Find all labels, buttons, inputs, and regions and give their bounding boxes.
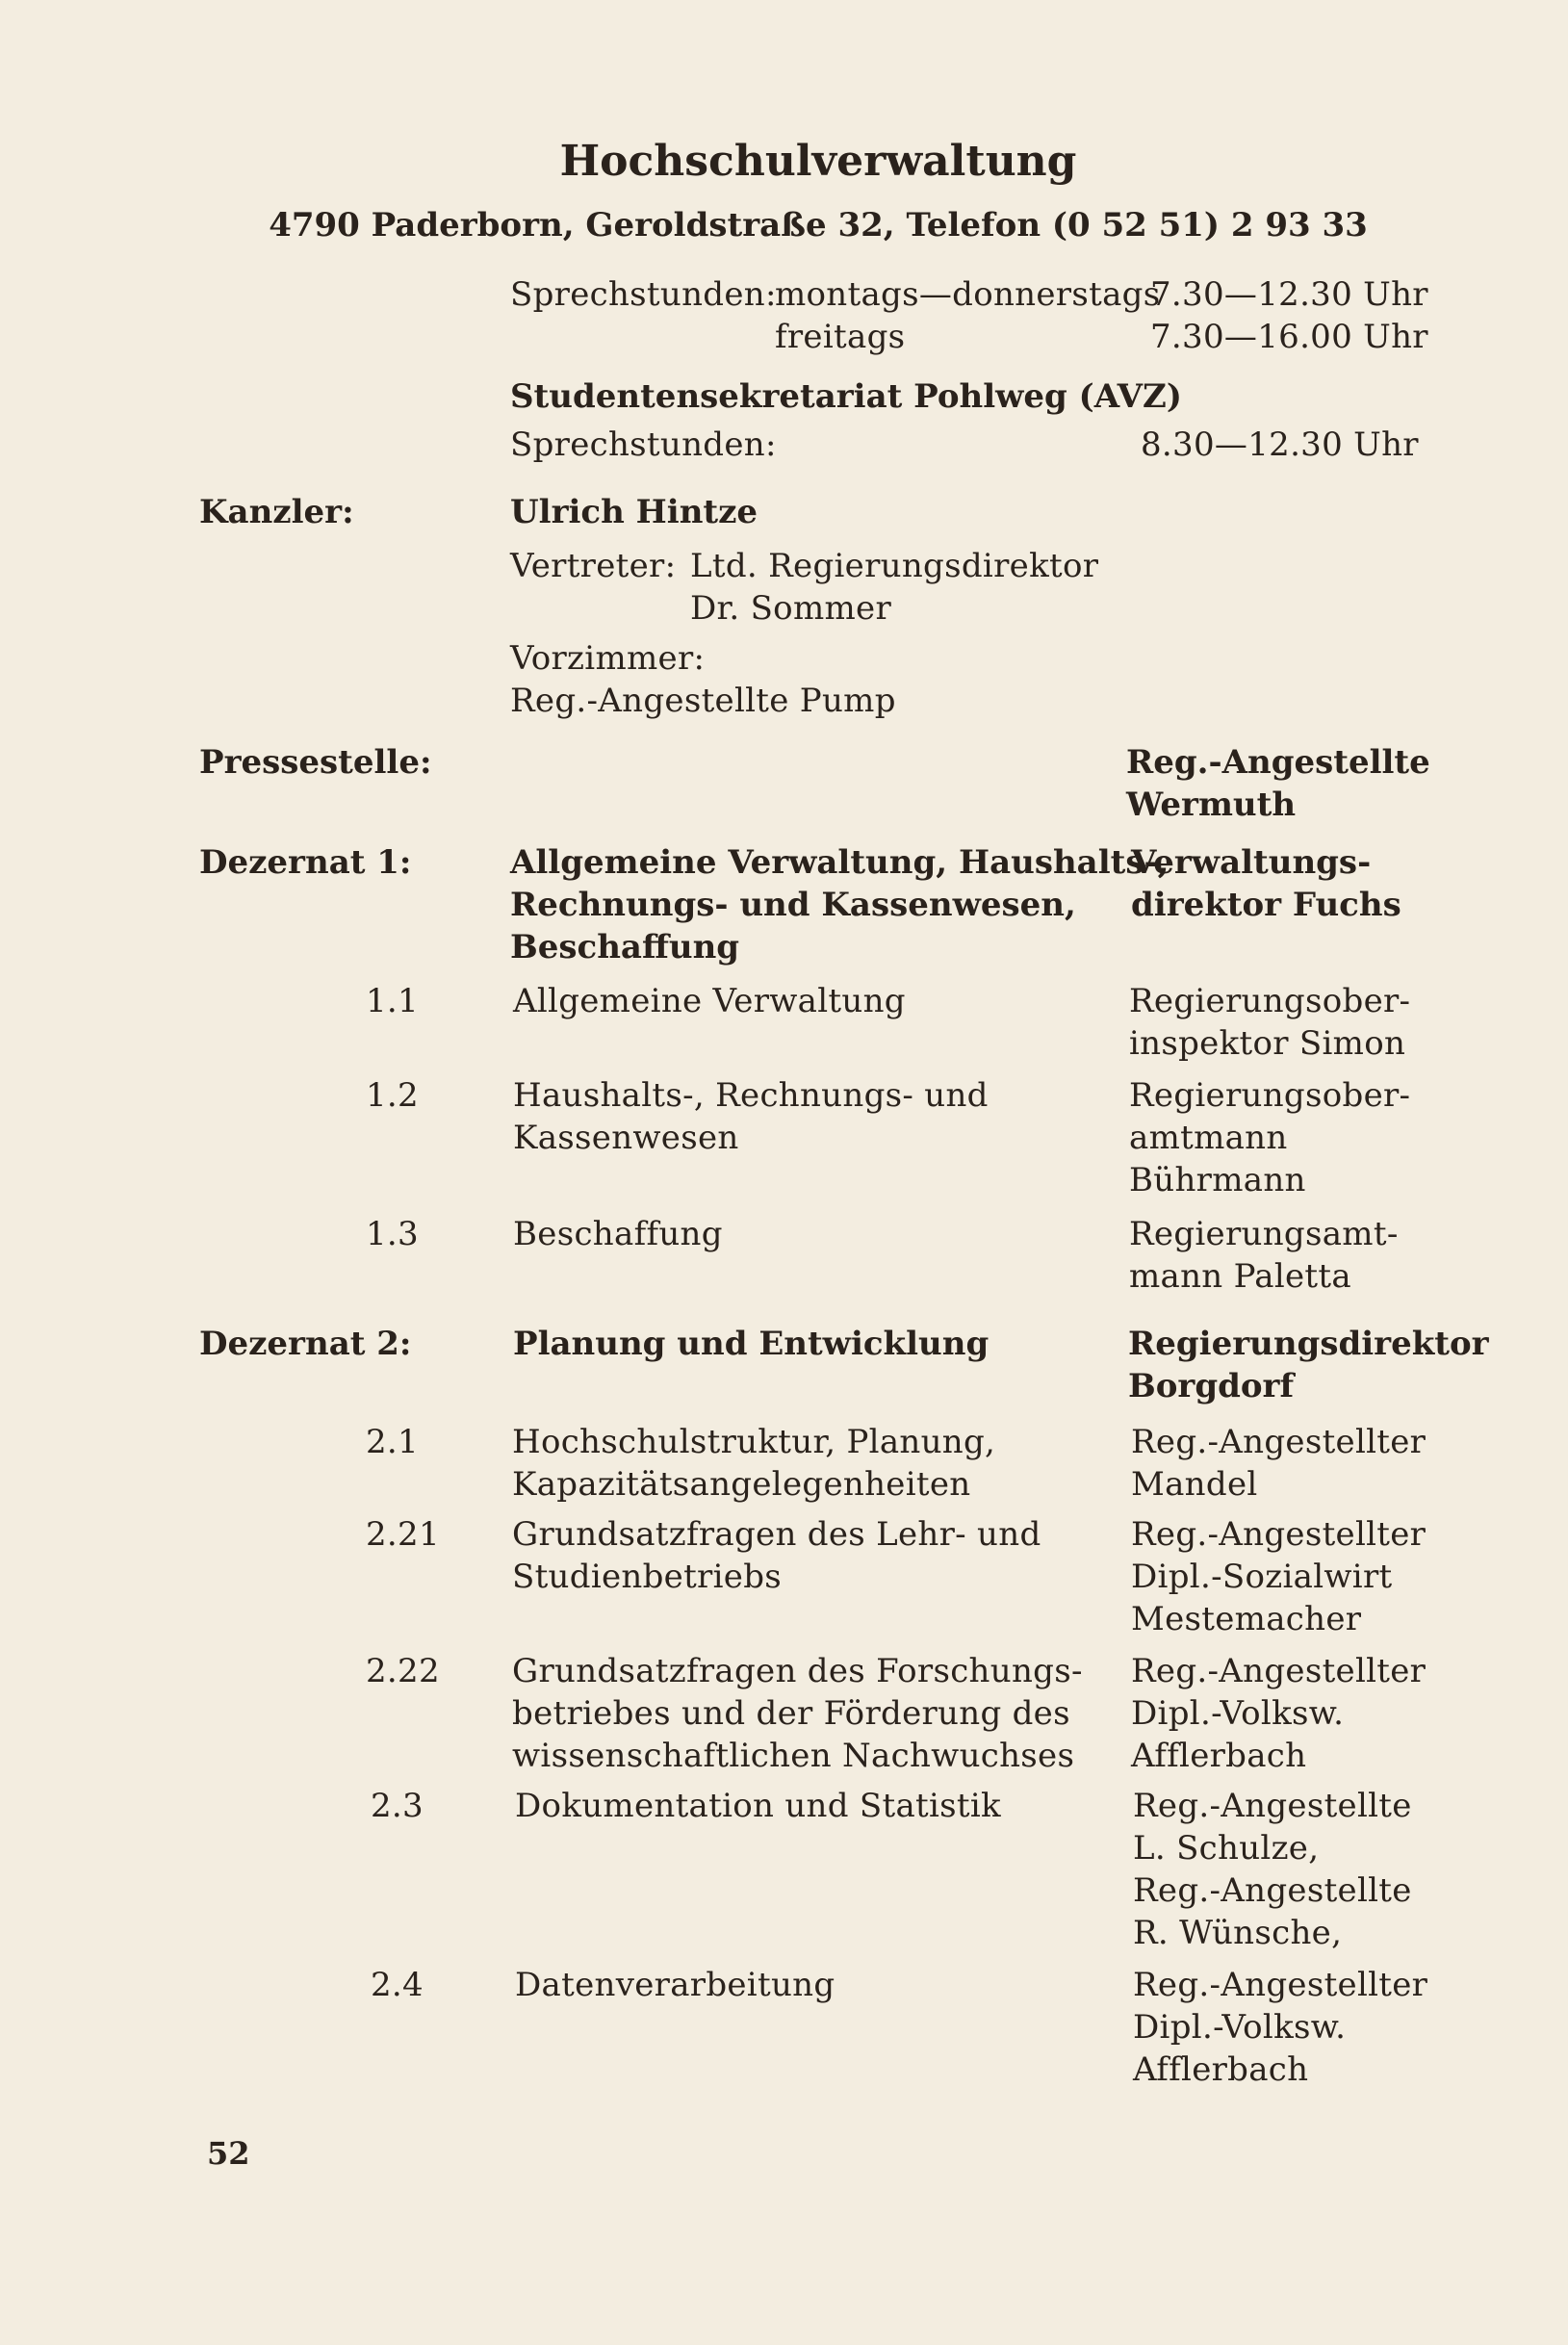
unit-number: 2.22 [366, 1652, 440, 1690]
unit-number: 1.2 [366, 1076, 419, 1115]
office-hours-label: Sprechstunden: [510, 275, 777, 314]
unit-title-line: Studienbetriebs [512, 1558, 783, 1596]
dezernat-1-person-line: Verwaltungs- [1131, 843, 1372, 882]
unit-title-line: Allgemeine Verwaltung [513, 982, 906, 1020]
unit-number: 2.4 [371, 1966, 424, 2004]
unit-title-line: Kassenwesen [513, 1119, 739, 1157]
office-hours-time: 7.30—12.30 Uhr [1150, 275, 1428, 314]
office-hours-time: 7.30—16.00 Uhr [1150, 318, 1428, 356]
unit-person-line: Regierungsamt- [1129, 1215, 1399, 1253]
unit-title-line: Hochschulstruktur, Planung, [512, 1423, 996, 1461]
dezernat-2-person-line: Borgdorf [1128, 1367, 1295, 1405]
dezernat-2-person-line: Regierungsdirektor [1128, 1325, 1489, 1363]
dezernat-1-title-line: Allgemeine Verwaltung, Haushalts-, [510, 843, 1170, 882]
unit-person-line: Dipl.-Volksw. [1131, 1694, 1345, 1733]
dezernat-2-label: Dezernat 2: [199, 1325, 412, 1363]
unit-person-line: Reg.-Angestellter [1131, 1423, 1427, 1461]
unit-person-line: Afflerbach [1133, 2050, 1309, 2089]
dezernat-1-title-line: Beschaffung [510, 928, 740, 966]
address-line: 4790 Paderborn, Geroldstraße 32, Telefon (0 52 51) 2 93 33 [269, 206, 1368, 245]
kanzler-anteroom-name: Reg.-Angestellte Pump [510, 682, 896, 720]
kanzler-deputy-line: Ltd. Regierungsdirektor [690, 547, 1099, 585]
unit-number: 2.3 [371, 1787, 424, 1825]
unit-title-line: Haushalts-, Rechnungs- und [513, 1076, 989, 1115]
pressestelle-label: Pressestelle: [199, 743, 432, 782]
unit-person-line: R. Wünsche, [1133, 1914, 1343, 1952]
unit-person-line: Reg.-Angestellte [1133, 1871, 1412, 1910]
office-hours-days: freitags [775, 318, 906, 356]
page-number: 52 [207, 2135, 250, 2172]
unit-title-line: Dokumentation und Statistik [515, 1787, 1001, 1825]
unit-person-line: amtmann [1129, 1119, 1288, 1157]
unit-title-line: betriebes und der Förderung des [512, 1694, 1070, 1733]
unit-person-line: Dipl.-Sozialwirt [1131, 1558, 1393, 1596]
dezernat-2-title-line: Planung und Entwicklung [513, 1325, 990, 1363]
unit-title-line: Grundsatzfragen des Forschungs- [512, 1652, 1083, 1690]
kanzler-deputy-label: Vertreter: [510, 547, 677, 585]
kanzler-anteroom-label: Vorzimmer: [510, 639, 706, 678]
unit-person-line: L. Schulze, [1133, 1829, 1320, 1868]
unit-person-line: Afflerbach [1131, 1737, 1307, 1775]
unit-person-line: Mestemacher [1131, 1600, 1362, 1638]
student-office-hours-label: Sprechstunden: [510, 425, 777, 464]
unit-title-line: Grundsatzfragen des Lehr- und [512, 1515, 1041, 1554]
unit-person-line: Regierungsober- [1129, 1076, 1411, 1115]
unit-person-line: Reg.-Angestellter [1131, 1515, 1427, 1554]
unit-person-line: Reg.-Angestellter [1133, 1966, 1428, 2004]
unit-title-line: wissenschaftlichen Nachwuchses [512, 1737, 1075, 1775]
unit-title-line: Kapazitätsangelegenheiten [512, 1465, 971, 1504]
student-office-hours-time: 8.30—12.30 Uhr [1141, 425, 1419, 464]
unit-number: 1.1 [366, 982, 419, 1020]
unit-person-line: Reg.-Angestellter [1131, 1652, 1427, 1690]
pressestelle-person-line: Wermuth [1126, 786, 1297, 824]
pressestelle-person-line: Reg.-Angestellte [1126, 743, 1430, 782]
unit-number: 2.1 [366, 1423, 419, 1461]
unit-person-line: Dipl.-Volksw. [1133, 2008, 1347, 2047]
unit-person-line: Regierungsober- [1129, 982, 1411, 1020]
page-title: Hochschulverwaltung [559, 137, 1077, 186]
kanzler-label: Kanzler: [199, 493, 354, 531]
unit-person-line: inspektor Simon [1129, 1024, 1406, 1063]
unit-person-line: Reg.-Angestellte [1133, 1787, 1412, 1825]
kanzler-deputy-line: Dr. Sommer [690, 589, 892, 628]
unit-person-line: Bührmann [1129, 1161, 1306, 1199]
unit-number: 1.3 [366, 1215, 419, 1253]
office-hours-days: montags—donnerstags [775, 275, 1161, 314]
kanzler-name: Ulrich Hintze [510, 493, 758, 531]
unit-title-line: Datenverarbeitung [515, 1966, 835, 2004]
dezernat-1-title-line: Rechnungs- und Kassenwesen, [510, 886, 1076, 924]
dezernat-1-label: Dezernat 1: [199, 843, 412, 882]
unit-number: 2.21 [366, 1515, 440, 1554]
unit-title-line: Beschaffung [513, 1215, 723, 1253]
unit-person-line: Mandel [1131, 1465, 1258, 1504]
dezernat-1-person-line: direktor Fuchs [1131, 886, 1401, 924]
student-office-title: Studentensekretariat Pohlweg (AVZ) [510, 377, 1182, 416]
unit-person-line: mann Paletta [1129, 1257, 1351, 1296]
